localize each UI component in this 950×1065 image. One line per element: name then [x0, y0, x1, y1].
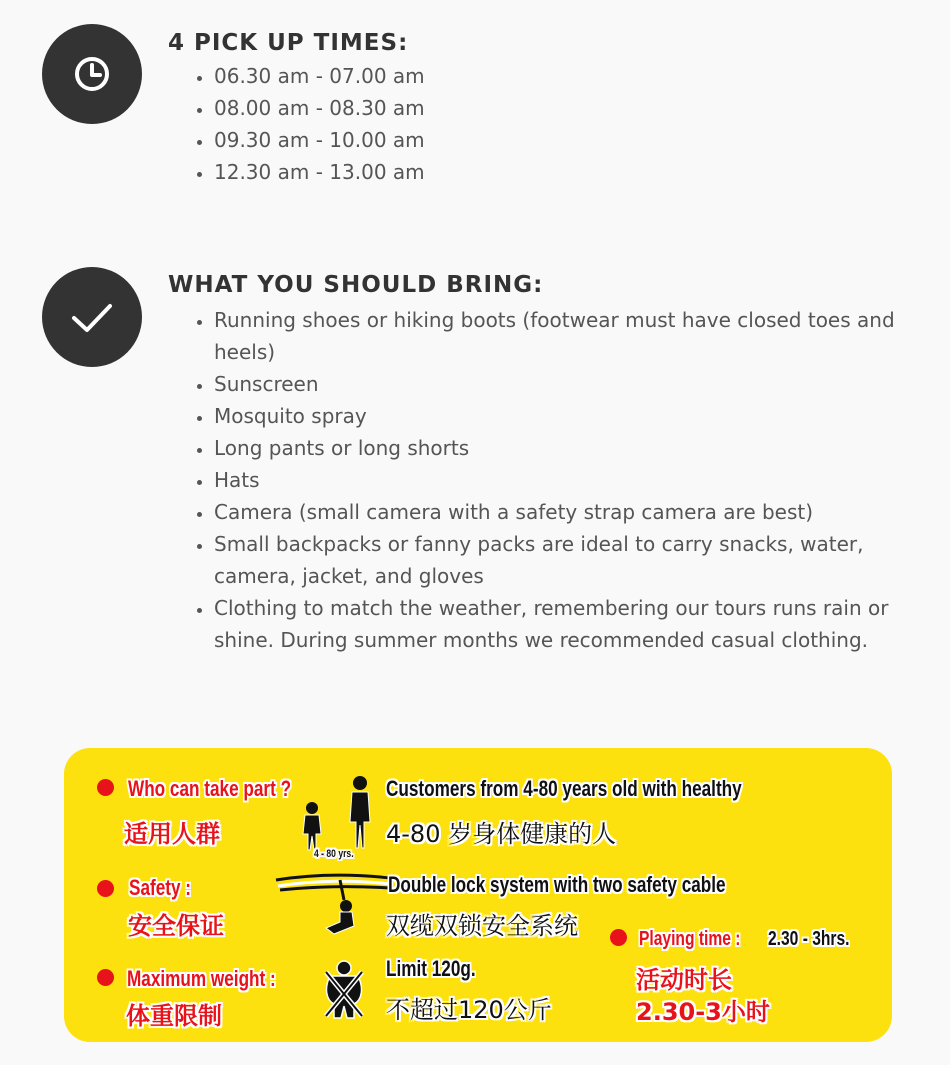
list-item: • Clothing to match the weather, remembering our tours runs rain or shine. During summer months we recommended casual clothing.	[214, 592, 934, 656]
list-item: • 06.30 am - 07.00 am	[214, 60, 934, 92]
zipline-rider-icon	[274, 870, 392, 940]
list-item: • Long pants or long shorts	[214, 432, 934, 464]
who-label-zh: 适用人群	[124, 820, 220, 848]
list-item: • Mosquito spray	[214, 400, 934, 432]
playing-value-zh: 2.30-3小时	[636, 998, 770, 1026]
playing-label-zh: 活动时长	[636, 966, 732, 994]
no-overweight-icon	[320, 958, 368, 1020]
playing-label: Playing time :	[639, 928, 741, 950]
list-item: • Running shoes or hiking boots (footwear must have closed toes and heels)	[214, 304, 934, 368]
who-label: Who can take part ?	[128, 776, 292, 801]
safety-desc-zh: 双缆双锁安全系统	[386, 912, 578, 940]
activity-info-panel	[64, 748, 892, 1042]
clock-icon	[42, 24, 142, 124]
list-item: • Small backpacks or fanny packs are ideal to carry snacks, water, camera, jacket, and gloves	[214, 528, 934, 592]
bring-title: WHAT YOU SHOULD BRING:	[168, 272, 544, 298]
bullet-dot	[97, 880, 114, 897]
weight-desc-zh: 不超过120公斤	[386, 996, 552, 1024]
checkmark-icon	[42, 267, 142, 367]
bullet-dot	[97, 969, 114, 986]
pickup-title: 4 PICK UP TIMES:	[168, 30, 409, 56]
safety-desc: Double lock system with two safety cable	[388, 872, 726, 897]
safety-label: Safety :	[129, 875, 191, 900]
list-item: • Camera (small camera with a safety strap camera are best)	[214, 496, 934, 528]
playing-value: 2.30 - 3hrs.	[768, 928, 850, 950]
age-caption: 4 - 80 yrs.	[314, 848, 354, 860]
list-item: • 09.30 am - 10.00 am	[214, 124, 934, 156]
who-desc-zh: 4-80 岁身体健康的人	[386, 820, 617, 848]
weight-label-zh: 体重限制	[126, 1002, 222, 1030]
who-desc: Customers from 4-80 years old with healthy	[386, 776, 742, 801]
list-item: • 08.00 am - 08.30 am	[214, 92, 934, 124]
bullet-dot	[610, 929, 627, 946]
pickup-list	[190, 60, 934, 188]
safety-label-zh: 安全保证	[128, 912, 224, 940]
list-item: • Sunscreen	[214, 368, 934, 400]
weight-label: Maximum weight :	[127, 966, 276, 991]
pickup-section	[0, 0, 950, 200]
bring-list	[190, 304, 934, 656]
bullet-dot	[97, 779, 114, 796]
list-item: • 12.30 am - 13.00 am	[214, 156, 934, 188]
bring-section	[0, 240, 950, 700]
weight-desc: Limit 120g.	[386, 956, 476, 981]
list-item: • Hats	[214, 464, 934, 496]
